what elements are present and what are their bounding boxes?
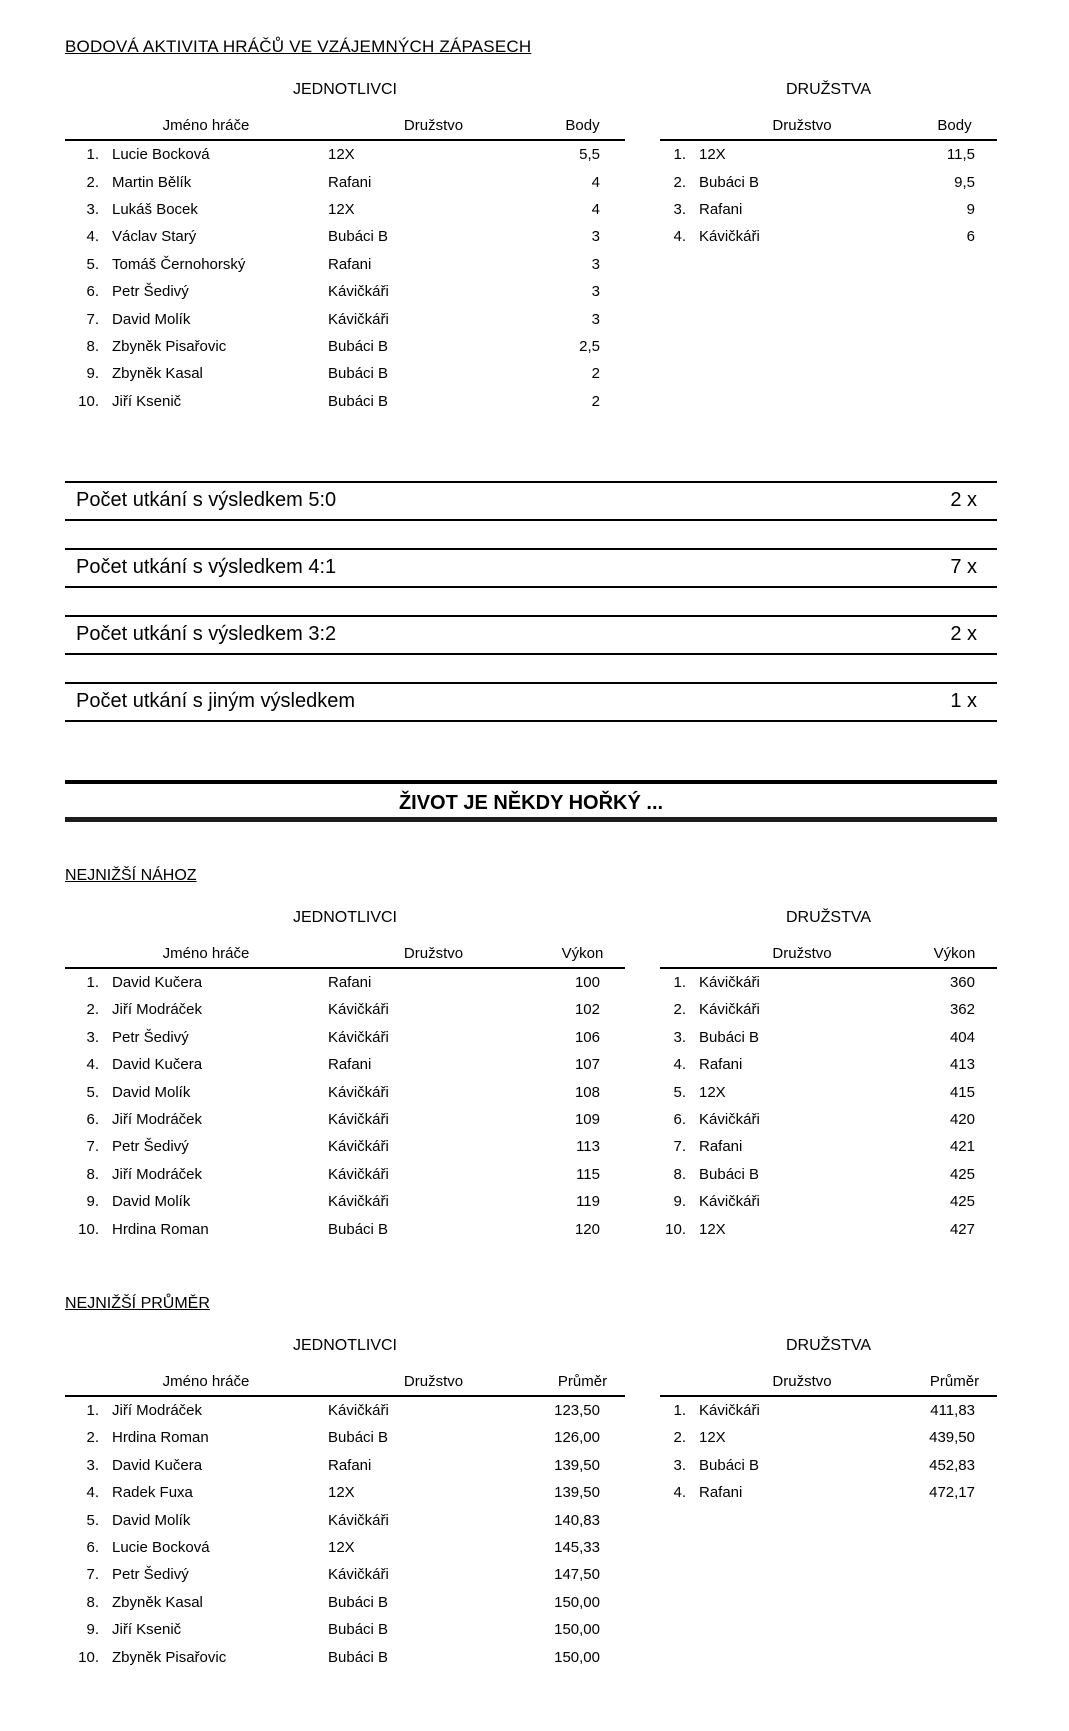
table-header-row	[660, 940, 997, 969]
cell-value: 427	[949, 1220, 975, 1238]
cell-value: 113	[576, 1138, 600, 1156]
banner-value: 1 x	[950, 690, 977, 713]
table-row	[65, 251, 625, 278]
col-header-value: Body	[565, 117, 600, 134]
cell-team: Kávičkáři	[328, 1001, 389, 1019]
cell-team: 12X	[328, 1484, 355, 1502]
cell-team: Kávičkáři	[328, 1111, 389, 1129]
teams-table	[660, 1397, 997, 1507]
cell-value: 421	[949, 1138, 975, 1156]
table-row	[65, 168, 625, 195]
cell-team: Kávičkáři	[328, 1028, 389, 1046]
cell-rank: 7.	[86, 1138, 99, 1156]
col-header-value: Výkon	[933, 944, 976, 962]
cell-rank: 6.	[86, 1111, 99, 1129]
cell-team: Bubáci B	[699, 1165, 760, 1183]
cell-value: 425	[949, 1165, 975, 1183]
table-row	[65, 1161, 625, 1188]
table-row	[65, 360, 625, 387]
cell-value: 2	[591, 392, 600, 410]
cell-player-name: Lukáš Bocek	[112, 200, 198, 218]
cell-rank: 5.	[673, 1083, 686, 1101]
cell-rank: 4.	[86, 1056, 99, 1074]
cell-value: 439,50	[929, 1429, 975, 1447]
cell-value: 139,50	[554, 1456, 600, 1474]
cell-value: 11,5	[946, 146, 975, 164]
cell-rank: 1.	[86, 1402, 99, 1419]
cell-value: 452,83	[929, 1456, 975, 1474]
cell-player-name: Martin Bělík	[112, 173, 192, 191]
cell-team: Kávičkáři	[328, 1402, 389, 1419]
table-header-row	[65, 112, 625, 141]
col-header-value: Výkon	[561, 944, 604, 962]
table-row	[65, 1051, 625, 1078]
cell-team: Kávičkáři	[328, 283, 389, 301]
table-row	[660, 1106, 997, 1133]
table-row	[65, 1534, 625, 1561]
cell-team: Bubáci B	[699, 1028, 760, 1046]
cell-rank: 1.	[86, 974, 99, 992]
page-title: BODOVÁ AKTIVITA HRÁČŮ VE VZÁJEMNÝCH ZÁPASECH	[65, 37, 532, 56]
cell-value: 150,00	[554, 1621, 600, 1639]
cell-rank: 8.	[86, 337, 99, 355]
table-row	[660, 168, 997, 195]
cell-player-name: David Kučera	[112, 1056, 203, 1074]
cell-rank: 1.	[673, 974, 686, 992]
cell-team: Kávičkáři	[699, 1111, 760, 1129]
cell-player-name: Jiří Modráček	[112, 1001, 203, 1019]
cell-value: 108	[574, 1083, 600, 1101]
table-row	[65, 1643, 625, 1670]
cell-player-name: Jiří Ksenič	[112, 1621, 182, 1639]
table-row	[65, 1078, 625, 1105]
cell-value: 411,83	[930, 1402, 975, 1419]
cell-rank: 10.	[78, 1648, 99, 1666]
cell-player-name: David Molík	[112, 310, 191, 328]
cell-team: Rafani	[328, 974, 372, 992]
table-row	[65, 1397, 625, 1424]
table-row	[65, 969, 625, 996]
cell-value: 139,50	[554, 1484, 600, 1502]
table-row	[660, 141, 997, 168]
cell-player-name: Hrdina Roman	[112, 1220, 209, 1238]
cell-team: Kávičkáři	[699, 1402, 760, 1419]
col-header-value: Body	[937, 117, 972, 134]
table-row	[65, 196, 625, 223]
cell-value: 123,50	[554, 1402, 600, 1419]
cell-team: Kávičkáři	[699, 1001, 760, 1019]
cell-rank: 2.	[673, 173, 686, 191]
table-row	[660, 969, 997, 996]
cell-team: Bubáci B	[328, 1429, 389, 1447]
col-header-name: Jméno hráče	[162, 944, 250, 962]
cell-value: 145,33	[554, 1538, 600, 1556]
cell-team: 12X	[699, 1220, 726, 1238]
cell-player-name: David Kučera	[112, 974, 203, 992]
cell-rank: 4.	[86, 1484, 99, 1502]
cell-value: 3	[591, 283, 600, 301]
cell-rank: 9.	[673, 1193, 686, 1211]
table-row	[65, 305, 625, 332]
cell-value: 413	[949, 1056, 975, 1074]
teams-table	[660, 141, 997, 251]
teams-table-block	[660, 81, 997, 415]
table-row	[660, 1397, 997, 1424]
cell-player-name: Radek Fuxa	[112, 1484, 193, 1502]
column-gap	[625, 909, 660, 1243]
cell-value: 3	[591, 255, 600, 273]
table-row	[660, 1452, 997, 1479]
col-header-team: Družstvo	[772, 1372, 832, 1390]
cell-rank: 3.	[86, 1456, 99, 1474]
subsection-heading-nahoz: NEJNIŽŠÍ NÁHOZ	[65, 866, 197, 884]
table-row	[65, 1452, 625, 1479]
cell-team: Kávičkáři	[328, 310, 389, 328]
cell-team: Bubáci B	[328, 392, 389, 410]
cell-rank: 3.	[86, 200, 99, 218]
cell-team: Bubáci B	[328, 1621, 389, 1639]
col-header-team: Družstvo	[403, 117, 464, 134]
cell-value: 106	[574, 1028, 600, 1046]
cell-team: Bubáci B	[328, 1220, 389, 1238]
column-gap	[625, 1337, 660, 1671]
table-row	[660, 1024, 997, 1051]
cell-value: 150,00	[554, 1648, 600, 1666]
cell-team: Kávičkáři	[328, 1138, 389, 1156]
col-header-name: Jméno hráče	[162, 117, 250, 134]
teams-table	[660, 969, 997, 1243]
table-row	[660, 223, 997, 250]
cell-rank: 2.	[673, 1001, 686, 1019]
banner-row	[65, 615, 997, 655]
banner-row	[65, 682, 997, 722]
individuals-table-block	[65, 81, 625, 415]
table-row	[660, 1133, 997, 1160]
cell-team: Bubáci B	[328, 1648, 389, 1666]
cell-value: 360	[949, 974, 975, 992]
cell-team: Rafani	[699, 1484, 743, 1502]
cell-team: Bubáci B	[699, 1456, 760, 1474]
cell-rank: 5.	[86, 255, 99, 273]
cell-rank: 10.	[78, 1220, 99, 1238]
subsection-heading-prumer: NEJNIŽŠÍ PRŮMĚR	[65, 1294, 210, 1312]
cell-rank: 4.	[673, 1484, 686, 1502]
banner-label: Počet utkání s výsledkem 5:0	[76, 489, 337, 512]
cell-value: 4	[591, 200, 600, 218]
cell-team: Kávičkáři	[699, 974, 760, 992]
cell-player-name: David Kučera	[112, 1456, 203, 1474]
col-header-team: Družstvo	[772, 117, 832, 134]
table-row	[65, 1424, 625, 1451]
cell-rank: 9.	[86, 1193, 99, 1211]
banner-value: 2 x	[950, 623, 977, 646]
cell-value: 6	[966, 228, 975, 246]
cell-value: 3	[591, 228, 600, 246]
table-row	[65, 1561, 625, 1588]
cell-rank: 1.	[673, 1402, 686, 1419]
individuals-heading: JEDNOTLIVCI	[292, 81, 397, 98]
table-row	[660, 1051, 997, 1078]
individuals-table	[65, 141, 625, 415]
cell-player-name: Zbyněk Pisařovic	[112, 1648, 227, 1666]
cell-player-name: Lucie Bocková	[112, 146, 210, 164]
individuals-table-block	[65, 909, 625, 1243]
cell-rank: 4.	[673, 228, 686, 246]
table-row	[65, 1506, 625, 1533]
individuals-heading: JEDNOTLIVCI	[292, 1336, 397, 1354]
cell-player-name: Hrdina Roman	[112, 1429, 209, 1447]
cell-team: Bubáci B	[328, 228, 389, 246]
cell-value: 147,50	[554, 1566, 600, 1584]
table-row	[65, 1616, 625, 1643]
cell-team: Bubáci B	[328, 365, 389, 383]
individuals-table	[65, 969, 625, 1243]
col-header-value: Průměr	[557, 1372, 608, 1390]
cell-team: Kávičkáři	[699, 1193, 760, 1211]
cell-team: Kávičkáři	[328, 1193, 389, 1211]
teams-table-block	[660, 909, 997, 1243]
table-header-row	[660, 1368, 997, 1397]
table-row	[65, 1106, 625, 1133]
table-header-row	[65, 940, 625, 969]
table-row	[65, 1024, 625, 1051]
cell-team: Bubáci B	[328, 1593, 389, 1611]
table-row	[65, 333, 625, 360]
cell-team: Bubáci B	[699, 173, 760, 191]
cell-value: 126,00	[554, 1429, 600, 1447]
cell-rank: 7.	[673, 1138, 686, 1156]
cell-team: Rafani	[699, 1056, 743, 1074]
cell-value: 362	[949, 1001, 975, 1019]
table-row	[65, 278, 625, 305]
cell-value: 425	[949, 1193, 975, 1211]
divider-heading: ŽIVOT JE NĚKDY HOŘKÝ ...	[65, 780, 997, 822]
cell-player-name: Petr Šedivý	[112, 283, 189, 301]
cell-value: 9,5	[954, 173, 975, 191]
cell-rank: 1.	[673, 146, 686, 164]
cell-rank: 10.	[665, 1220, 686, 1238]
cell-player-name: David Molík	[112, 1193, 191, 1211]
cell-rank: 6.	[86, 1538, 99, 1556]
cell-team: Rafani	[328, 173, 372, 191]
col-header-name: Jméno hráče	[162, 1372, 250, 1390]
cell-value: 404	[949, 1028, 975, 1046]
cell-rank: 10.	[78, 392, 99, 410]
table-row	[660, 1161, 997, 1188]
cell-player-name: David Molík	[112, 1083, 191, 1101]
cell-value: 150,00	[554, 1593, 600, 1611]
individuals-table	[65, 1397, 625, 1671]
banner-row	[65, 548, 997, 588]
cell-rank: 4.	[673, 1056, 686, 1074]
table-row	[65, 141, 625, 168]
cell-rank: 2.	[86, 173, 99, 191]
teams-heading: DRUŽSTVA	[785, 908, 872, 926]
cell-value: 140,83	[554, 1511, 600, 1529]
cell-player-name: Petr Šedivý	[112, 1138, 189, 1156]
cell-rank: 3.	[86, 1028, 99, 1046]
cell-value: 420	[949, 1111, 975, 1129]
cell-team: Kávičkáři	[328, 1083, 389, 1101]
section-nejnizsi-nahoz	[65, 909, 997, 1243]
table-row	[65, 1215, 625, 1242]
cell-team: Kávičkáři	[328, 1165, 389, 1183]
cell-rank: 3.	[673, 200, 686, 218]
cell-player-name: Tomáš Černohorský	[112, 255, 246, 273]
cell-value: 109	[574, 1111, 600, 1129]
cell-team: Rafani	[328, 255, 372, 273]
table-row	[660, 196, 997, 223]
col-header-team: Družstvo	[403, 944, 464, 962]
cell-player-name: Petr Šedivý	[112, 1566, 189, 1584]
cell-value: 107	[574, 1056, 600, 1074]
cell-player-name: Jiří Modráček	[112, 1402, 203, 1419]
banner-value: 2 x	[950, 489, 977, 512]
section-bodova-aktivita	[65, 81, 997, 415]
cell-rank: 5.	[86, 1083, 99, 1101]
cell-team: Kávičkáři	[699, 228, 760, 246]
teams-heading: DRUŽSTVA	[785, 81, 872, 98]
cell-player-name: Petr Šedivý	[112, 1028, 189, 1046]
cell-team: Rafani	[699, 1138, 743, 1156]
table-row	[65, 223, 625, 250]
cell-value: 102	[574, 1001, 600, 1019]
banner-value: 7 x	[950, 556, 977, 579]
cell-value: 119	[576, 1193, 600, 1211]
cell-rank: 9.	[86, 1621, 99, 1639]
cell-rank: 8.	[86, 1165, 99, 1183]
cell-team: Rafani	[699, 200, 743, 218]
cell-value: 2,5	[579, 337, 600, 355]
banner-label: Počet utkání s výsledkem 4:1	[76, 556, 337, 579]
cell-team: 12X	[328, 146, 355, 164]
cell-rank: 4.	[86, 228, 99, 246]
cell-rank: 7.	[86, 1566, 99, 1584]
table-row	[660, 996, 997, 1023]
cell-rank: 3.	[673, 1456, 686, 1474]
table-row	[65, 388, 625, 415]
table-row	[660, 1424, 997, 1451]
cell-value: 3	[591, 310, 600, 328]
cell-team: 12X	[699, 1429, 726, 1447]
cell-rank: 7.	[86, 310, 99, 328]
col-header-team: Družstvo	[403, 1372, 464, 1390]
col-header-value: Průměr	[929, 1372, 980, 1390]
cell-value: 120	[574, 1220, 600, 1238]
banner-label: Počet utkání s výsledkem 3:2	[76, 623, 337, 646]
table-row	[65, 996, 625, 1023]
cell-rank: 2.	[673, 1429, 686, 1447]
table-row	[660, 1215, 997, 1242]
cell-rank: 6.	[86, 283, 99, 301]
cell-value: 5,5	[579, 146, 600, 164]
table-row	[660, 1078, 997, 1105]
cell-rank: 2.	[86, 1429, 99, 1447]
cell-rank: 1.	[86, 146, 99, 164]
cell-team: Rafani	[328, 1456, 372, 1474]
cell-team: 12X	[328, 1538, 355, 1556]
table-row	[65, 1188, 625, 1215]
col-header-team: Družstvo	[772, 944, 832, 962]
teams-table-block	[660, 1337, 997, 1671]
cell-team: Rafani	[328, 1056, 372, 1074]
table-header-row	[660, 112, 997, 141]
cell-rank: 5.	[86, 1511, 99, 1529]
table-row	[65, 1133, 625, 1160]
cell-value: 2	[591, 365, 600, 383]
cell-rank: 6.	[673, 1111, 686, 1129]
teams-heading: DRUŽSTVA	[785, 1336, 872, 1354]
cell-team: 12X	[699, 146, 726, 164]
cell-rank: 8.	[673, 1165, 686, 1183]
individuals-heading: JEDNOTLIVCI	[292, 908, 397, 926]
cell-player-name: Jiří Ksenič	[112, 392, 182, 410]
cell-team: Kávičkáři	[328, 1566, 389, 1584]
cell-player-name: Jiří Modráček	[112, 1111, 203, 1129]
cell-value: 4	[591, 173, 600, 191]
cell-player-name: Zbyněk Kasal	[112, 1593, 203, 1611]
cell-value: 9	[966, 200, 975, 218]
column-gap	[625, 81, 660, 415]
cell-team: 12X	[699, 1083, 726, 1101]
banner-row	[65, 481, 997, 521]
cell-value: 415	[949, 1083, 975, 1101]
cell-player-name: Lucie Bocková	[112, 1538, 210, 1556]
banner-label: Počet utkání s jiným výsledkem	[76, 690, 355, 713]
individuals-table-block	[65, 1337, 625, 1671]
cell-rank: 2.	[86, 1001, 99, 1019]
cell-player-name: Zbyněk Kasal	[112, 365, 203, 383]
section-nejnizsi-prumer	[65, 1337, 997, 1671]
table-row	[660, 1479, 997, 1506]
cell-player-name: David Molík	[112, 1511, 191, 1529]
cell-value: 115	[576, 1165, 600, 1183]
cell-team: 12X	[328, 200, 355, 218]
cell-value: 472,17	[929, 1484, 975, 1502]
cell-rank: 9.	[86, 365, 99, 383]
cell-team: Kávičkáři	[328, 1511, 389, 1529]
cell-player-name: Zbyněk Pisařovic	[112, 337, 227, 355]
table-row	[65, 1479, 625, 1506]
table-row	[660, 1188, 997, 1215]
cell-value: 100	[574, 974, 600, 992]
table-header-row	[65, 1368, 625, 1397]
cell-team: Bubáci B	[328, 337, 389, 355]
cell-rank: 8.	[86, 1593, 99, 1611]
cell-player-name: Václav Starý	[112, 228, 197, 246]
cell-rank: 3.	[673, 1028, 686, 1046]
cell-player-name: Jiří Modráček	[112, 1165, 203, 1183]
table-row	[65, 1589, 625, 1616]
